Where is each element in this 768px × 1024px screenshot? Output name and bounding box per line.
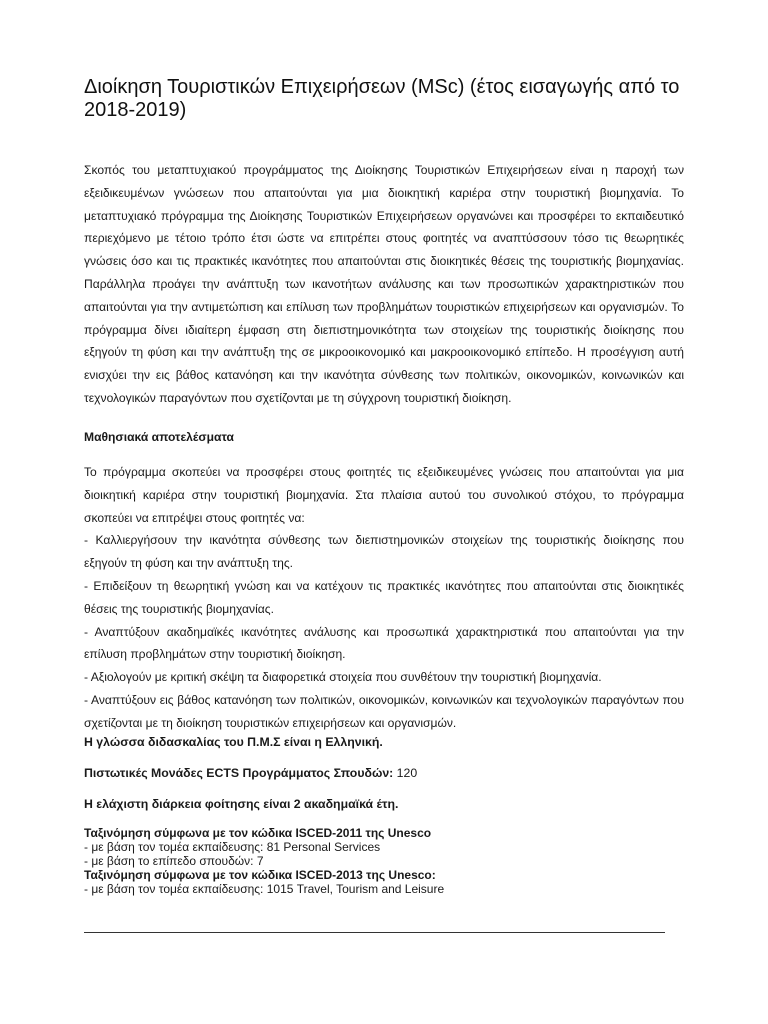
ects-value: 120 <box>393 766 418 780</box>
bottom-divider <box>84 932 665 933</box>
learning-outcome-item: - Καλλιεργήσουν την ικανότητα σύνθεσης των διεπιστημονικών στοιχείων της τουριστικής διοίκησης που εξηγούν τη φύση και την ανάπτυξη της. <box>84 533 684 571</box>
isced-2011-heading: Ταξινόμηση σύμφωνα με τον κώδικα ISCED-2011 της Unesco <box>84 826 432 840</box>
learning-outcome-item: - Αναπτύξουν ακαδημαϊκές ικανότητες ανάλυσης και προσωπικά χαρακτηριστικά που απαιτούνται για την επίλυση προβλημάτων στην τουριστική διοίκηση. <box>84 624 684 662</box>
isced-2011-level: - με βάση το επίπεδο σπουδών: 7 <box>84 854 264 868</box>
learning-outcome-item: - Αναπτύξουν εις βάθος κατανόηση των πολιτικών, οικονομικών, κοινωνικών και τεχνολογικών παραγόντων που σχετίζονται με τη διοίκηση τουριστικών επιχειρήσεων και οργανισμών. <box>84 692 684 730</box>
isced-classification <box>84 826 684 896</box>
page-title: Διοίκηση Τουριστικών Επιχειρήσεων (MSc) (έτος εισαγωγής από το 2018-2019) <box>84 76 680 121</box>
learning-outcome-item: - Αξιολογούν με κριτική σκέψη τα διαφορετικά στοιχεία που συνθέτουν την τουριστική βιομηχανία. <box>84 670 602 685</box>
isced-2013-field: - με βάση τον τομέα εκπαίδευσης: 1015 Travel, Tourism and Leisure <box>84 882 445 896</box>
learning-outcomes-section <box>84 461 684 735</box>
isced-2013-heading: Ταξινόμηση σύμφωνα με τον κώδικα ISCED-2013 της Unesco: <box>84 868 436 882</box>
teaching-language: Η γλώσσα διδασκαλίας του Π.Μ.Σ είναι η Ελληνική. <box>84 735 383 749</box>
minimum-duration: Η ελάχιστη διάρκεια φοίτησης είναι 2 ακαδημαϊκά έτη. <box>84 797 399 811</box>
isced-2011-field: - με βάση τον τομέα εκπαίδευσης: 81 Personal Services <box>84 840 381 854</box>
learning-outcomes-lead: Το πρόγραμμα σκοπεύει να προσφέρει στους φοιτητές τις εξειδικευμένες γνώσεις που απαιτούνται για μια διοικητική καριέρα στην τουριστική βιομηχανία. Στα πλαίσια αυτού του συνολικού στόχου, το πρόγραμμα σκοπεύει να επιτρέψει στους φοιτητές να: <box>84 465 684 525</box>
learning-outcomes-heading: Μαθησιακά αποτελέσματα <box>84 430 234 444</box>
ects-credits <box>84 766 417 780</box>
ects-label: Πιστωτικές Μονάδες ECTS Προγράμματος Σπουδών: <box>84 766 394 780</box>
intro-paragraph: Σκοπός του μεταπτυχιακού προγράμματος της Διοίκησης Τουριστικών Επιχειρήσεων είναι η παροχή των εξειδικευμένων γνώσεων που απαιτούνται για μια διοικητική καριέρα στην τουριστική βιομηχανία. Το μεταπτυχιακό πρόγραμμα της Διοίκησης Τουριστικών Επιχειρήσεων οργανώνει και προσφέρει το εκπαιδευτικό περιεχόμενο με τέτοιο τρόπο έτσι ώστε να επιτρέπει στους φοιτητές να αναπτύσσουν τόσο τις θεωρητικές γνώσεις όσο και τις πρακτικές ικανότητες που απαιτούνται στις διοικητικές θέσεις της τουριστικής βιομηχανίας. Παράλληλα προάγει την ανάπτυξη των ικανοτήτων ανάλυσης και των προσωπικών χαρακτηριστικών που απαιτούνται για την αντιμετώπιση και επίλυση των προβλημάτων τουριστικών επιχειρήσεων και οργανισμών. Το πρόγραμμα δίνει ιδιαίτερη έμφαση στη διεπιστημονικότητα των στοιχείων της τουριστικής διοίκησης που εξηγούν τη φύση και την ανάπτυξη της σε μικροοικονομικό και μακροοικονομικό επίπεδο. Η προσέγγιση αυτή ενισχύει την εις βάθος κατανόηση και την ικανότητα σύνθεσης των πολιτικών, οικονομικών, κοινωνικών και τεχνολογικών παραγόντων που σχετίζονται με τη σύγχρονη τουριστική διοίκηση. <box>84 163 684 405</box>
learning-outcome-item: - Επιδείξουν τη θεωρητική γνώση και να κατέχουν τις πρακτικές ικανότητες που απαιτούνται στις διοικητικές θέσεις της τουριστικής βιομηχανίας. <box>84 578 684 616</box>
